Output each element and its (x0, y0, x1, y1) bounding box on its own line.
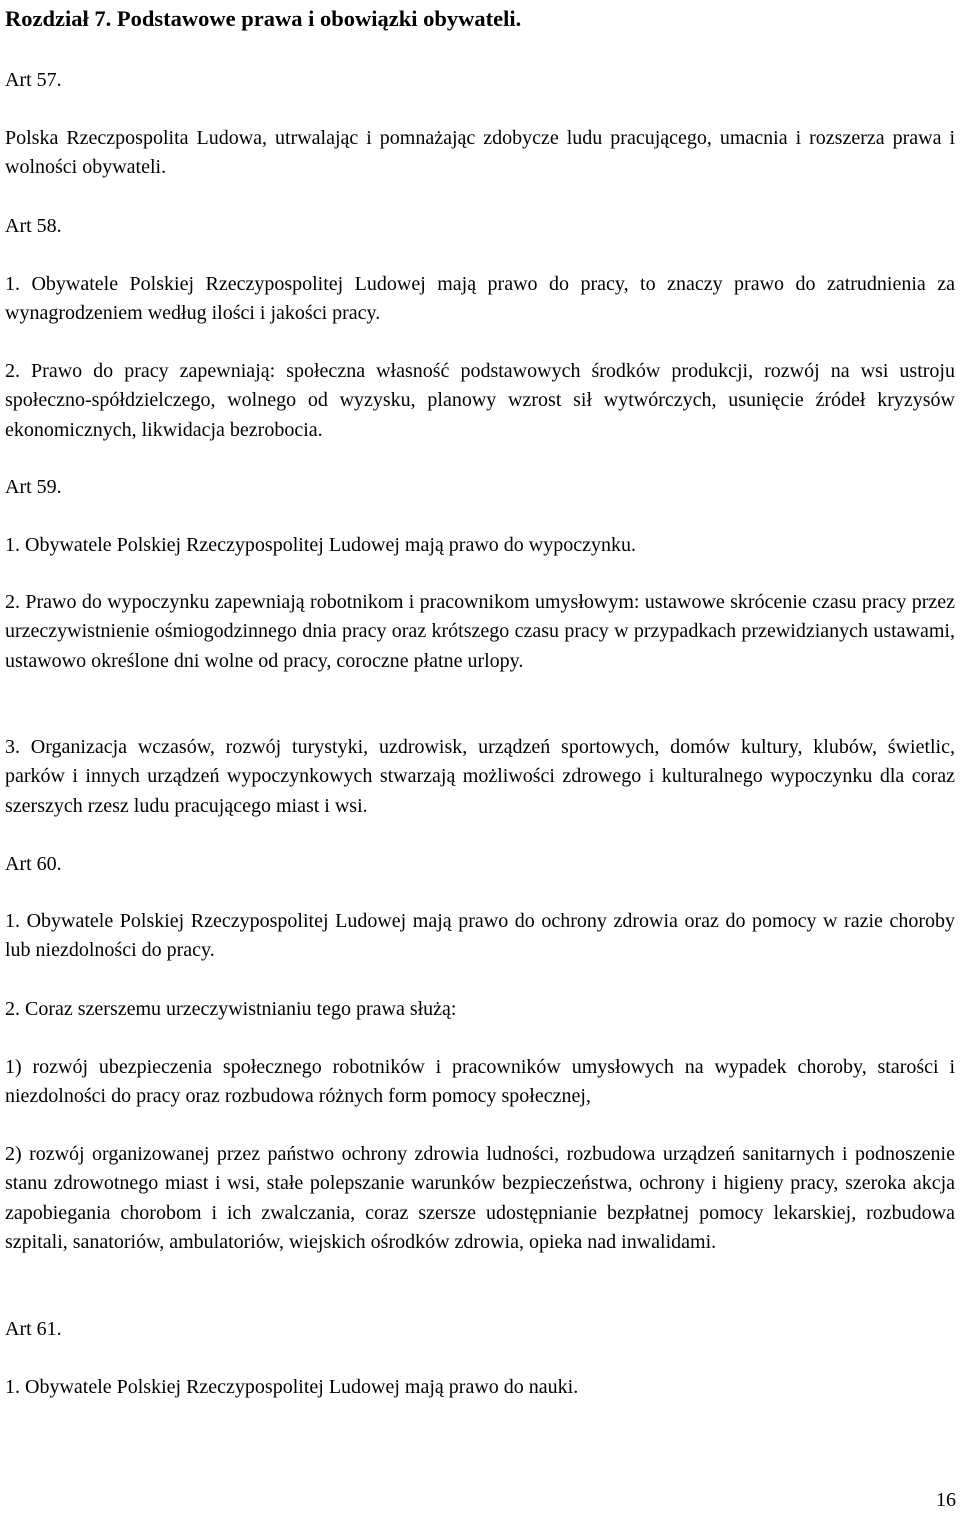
art61-paragraph-1: 1. Obywatele Polskiej Rzeczypospolitej Ludowej mają prawo do nauki. (5, 1376, 579, 1398)
art58-paragraph-1: 1. Obywatele Polskiej Rzeczypospolitej Ludowej mają prawo do pracy, to znaczy prawo do zatrudnienia za wynagrodzeniem według ilości i jakości pracy. (5, 273, 955, 325)
page-number: 16 (936, 1489, 956, 1511)
art59-paragraph-2: 2. Prawo do wypoczynku zapewniają robotnikom i pracownikom umysłowym: ustawowe skrócenie czasu pracy przez urzeczywistnienie ośmiogodzinnego dnia pracy oraz krótszego czasu pracy w przypadkach przewidzianych ustawami, ustawowo określone dni wolne od pracy, coroczne płatne urlopy. (5, 591, 955, 672)
art60-paragraph-2: 2. Coraz szerszemu urzeczywistnianiu tego prawa służą: (5, 998, 457, 1020)
art59-paragraph-3: 3. Organizacja wczasów, rozwój turystyki, uzdrowisk, urządzeń sportowych, domów kultury, klubów, świetlic, parków i innych urządzeń wypoczynkowych stwarzają możliwości zdrowego i kulturalnego wypoczynku dla coraz szerszych rzesz ludu pracującego miast i wsi. (5, 736, 955, 817)
art58-heading: Art 58. (5, 215, 62, 237)
art57-heading: Art 57. (5, 69, 62, 91)
art60-heading: Art 60. (5, 853, 62, 875)
art61-heading: Art 61. (5, 1318, 62, 1340)
art60-paragraph-1: 1. Obywatele Polskiej Rzeczypospolitej Ludowej mają prawo do ochrony zdrowia oraz do pomocy w razie choroby lub niezdolności do pracy. (5, 910, 955, 962)
chapter-title: Rozdział 7. Podstawowe prawa i obowiązki obywateli. (5, 6, 522, 31)
art58-paragraph-2: 2. Prawo do pracy zapewniają: społeczna własność podstawowych środków produkcji, rozwój na wsi ustroju społeczno-spółdzielczego, wolnego od wyzysku, planowy wzrost sił wytwórczych, usunięcie źródeł kryzysów ekonomicznych, likwidacja bezrobocia. (5, 360, 955, 441)
art57-text: Polska Rzeczpospolita Ludowa, utrwalając i pomnażając zdobycze ludu pracującego, umacnia i rozszerza prawa i wolności obywateli. (5, 127, 955, 179)
art59-paragraph-1: 1. Obywatele Polskiej Rzeczypospolitej Ludowej mają prawo do wypoczynku. (5, 534, 636, 556)
art60-item-1: 1) rozwój ubezpieczenia społecznego robotników i pracowników umysłowych na wypadek choroby, starości i niezdolności do pracy oraz rozbudowa różnych form pomocy społecznej, (5, 1056, 955, 1108)
art60-item-2: 2) rozwój organizowanej przez państwo ochrony zdrowia ludności, rozbudowa urządzeń sanitarnych i podnoszenie stanu zdrowotnego miast i wsi, stałe polepszanie warunków bezpieczeństwa, ochrony i higieny pracy, szeroka akcja zapobiegania chorobom i ich zwalczania, coraz szersze udostępnianie bezpłatnej pomocy lekarskiej, rozbudowa szpitali, sanatoriów, ambulatoriów, wiejskich ośrodków zdrowia, opieka nad inwalidami. (5, 1143, 955, 1253)
art59-heading: Art 59. (5, 476, 62, 498)
